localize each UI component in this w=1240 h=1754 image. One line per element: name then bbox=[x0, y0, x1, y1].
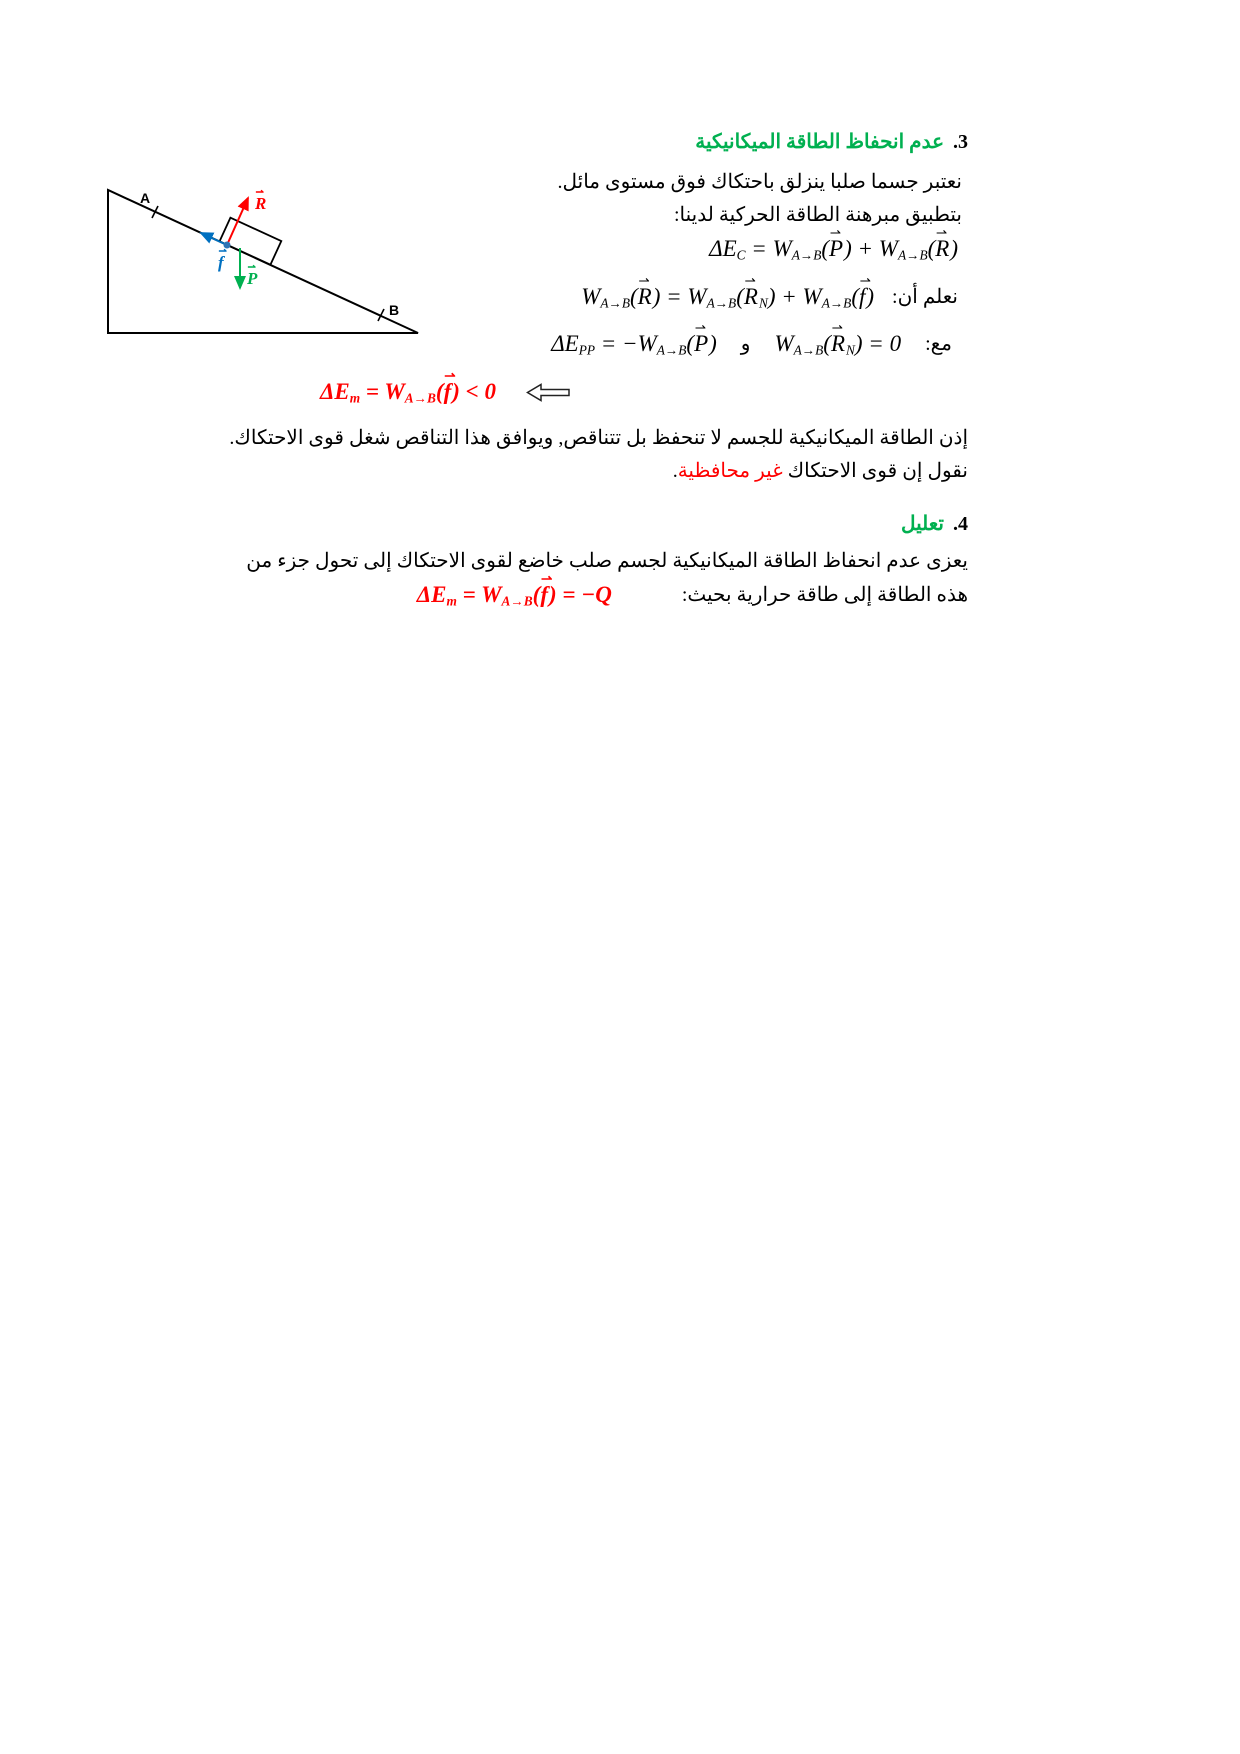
paragraph-justification-line1: يعزى عدم انحفاظ الطاقة الميكانيكية لجسم صلب خاضع لقوى الاحتكاك إلى تحول جزء من bbox=[246, 550, 968, 572]
section3-heading bbox=[695, 128, 968, 157]
implies-left-arrow-icon bbox=[526, 383, 570, 402]
incline-diagram bbox=[100, 182, 445, 352]
weight-P-label: P ⇀ bbox=[247, 269, 257, 289]
line-em-negative bbox=[320, 377, 570, 407]
equation-delta-ec: ΔEC = WA→B(P ⇀) + WA→B(R ⇀) bbox=[709, 234, 958, 264]
paragraph-apply-theorem: بتطبيق مبرهنة الطاقة الحركية لدينا: bbox=[674, 204, 962, 226]
paragraph-conclusion: إذن الطاقة الميكانيكية للجسم لا تنحفظ بل تتناقص, ويوافق هذا التناقص شغل قوى الاحتكاك. bbox=[229, 427, 968, 449]
section3-title: عدم انحفاظ الطاقة الميكانيكية bbox=[695, 131, 944, 153]
section4-number: 4. bbox=[953, 513, 968, 535]
paragraph-non-conservative bbox=[673, 457, 968, 486]
equation-work-rn-zero: WA→B(R ⇀N) = 0 bbox=[774, 329, 901, 359]
section3-number: 3. bbox=[953, 131, 968, 153]
point-B-label: B bbox=[389, 302, 400, 318]
friction-f-label: f ⇀ bbox=[218, 253, 224, 273]
equation-work-decomposition: WA→B(R ⇀) = WA→B(R ⇀N) + WA→B(f ⇀) bbox=[581, 282, 874, 312]
text-we-say: نقول إن قوى الاحتكاك bbox=[782, 460, 968, 482]
equation-delta-epp: ΔEPP = −WA→B(P ⇀) bbox=[551, 329, 717, 359]
text-final-period: . bbox=[672, 460, 678, 482]
point-A-label: A bbox=[140, 190, 151, 206]
equation-delta-em-negative: ΔEm = WA→B(f ⇀) < 0 bbox=[320, 377, 496, 407]
line-with bbox=[551, 329, 952, 359]
paragraph-consider-body: نعتبر جسما صلبا ينزلق باحتكاك فوق مستوى مائل. bbox=[557, 171, 962, 193]
line-justification-2 bbox=[417, 580, 968, 610]
line-we-know bbox=[581, 282, 958, 312]
label-we-know: نعلم أن: bbox=[892, 285, 958, 308]
section4-title: تعليل bbox=[900, 513, 944, 535]
word-and: و bbox=[740, 332, 751, 355]
text-heat-energy: هذه الطاقة إلى طاقة حرارية بحيث: bbox=[681, 583, 968, 606]
incline-plane-figure bbox=[100, 182, 445, 352]
equation-delta-em-heat: ΔEm = WA→B(f ⇀) = −Q bbox=[417, 580, 612, 610]
force-R-label: R ⇀ bbox=[255, 194, 266, 214]
section4-heading bbox=[901, 510, 968, 539]
text-non-conservative-red: غير محافظية bbox=[677, 460, 783, 482]
label-with: مع: bbox=[925, 332, 952, 355]
